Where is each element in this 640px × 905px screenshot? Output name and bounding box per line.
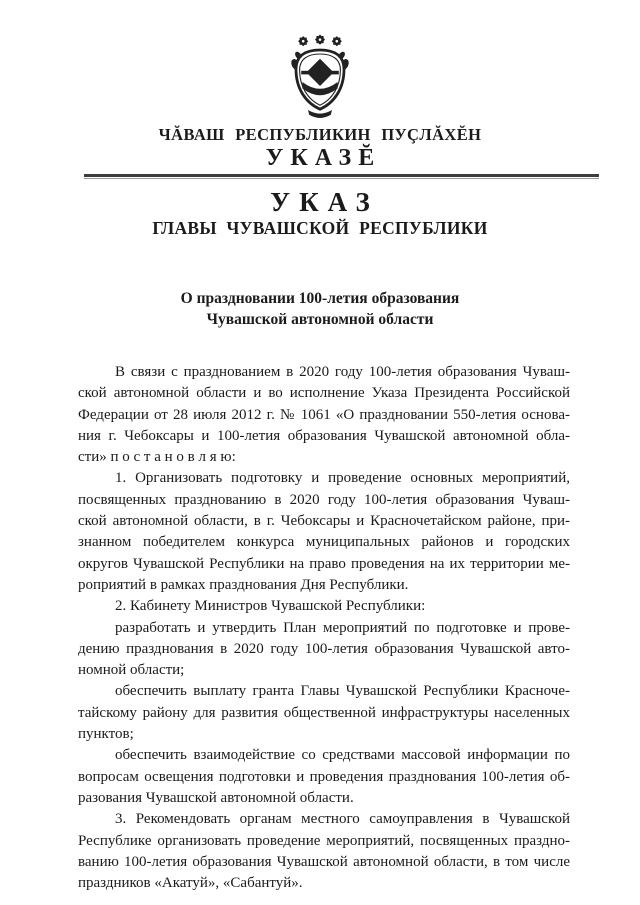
body-line: праздников «Акатуй», «Сабантуй».: [78, 875, 303, 892]
body-line: тайскому району для развития общественной инфраструктуры населенных: [78, 704, 570, 721]
subject-line-1: О праздновании 100-летия образования: [180, 290, 460, 307]
body-line: 1. Организовать подготовку и проведение основных мероприятий,: [115, 470, 570, 487]
body-line: обеспечить взаимодействие со средствами массовой информации по: [115, 747, 570, 764]
paragraph: [78, 596, 570, 617]
body-line: вопросам освещения подготовки и проведения празднования 100-летия об-: [78, 768, 570, 785]
body-line: Республике организовать проведение мероприятий, посвященных праздно-: [78, 832, 570, 849]
body-line: ванию 100-летия образования Чувашской автономной области, в том числе: [78, 853, 570, 870]
paragraph: [78, 809, 570, 894]
body-line: разования Чувашской автономной области.: [78, 789, 354, 806]
paragraph: [78, 468, 570, 596]
body-line: знанном победителем конкурса муниципальных районов и городских: [78, 534, 570, 551]
paragraph: [78, 618, 570, 682]
paragraph: [78, 362, 570, 468]
coat-of-arms-icon: [280, 34, 360, 122]
body-line: ния г. Чебоксары и 100-летия образования Чувашской автономной обла-: [78, 427, 570, 444]
body-line: округов Чувашской Республики на право проведения на их территории ме-: [78, 555, 570, 572]
body-line: В связи с празднованием в 2020 году 100-летия образования Чуваш-: [115, 364, 570, 380]
body-line: номной области;: [78, 662, 185, 679]
body-line: дению празднования в 2020 году 100-летия образования Чувашской авто-: [78, 640, 570, 657]
body-line: обеспечить выплату гранта Главы Чувашской Республики Красноче-: [115, 683, 570, 700]
header-russian-decree-word: УКАЗ: [270, 187, 379, 217]
body-line: ской автономной области, в г. Чебоксары и Красночетайском районе, при-: [78, 513, 570, 530]
paragraph: [78, 681, 570, 745]
body-line: разработать и утвердить План мероприятий по подготовке и прове-: [115, 619, 570, 636]
body-line: 3. Рекомендовать органам местного самоуправления в Чувашской: [115, 811, 570, 828]
body-line: сти» п о с т а н о в л я ю:: [78, 449, 236, 466]
paragraph: [78, 745, 570, 809]
header-chuvash-title: ЧĂВАШ РЕСПУБЛИКИН ПУÇЛĂХĔН: [158, 125, 482, 144]
subject-line-2: Чувашской автономной области: [206, 311, 434, 328]
body-line: Федерации от 28 июля 2012 г. № 1061 «О праздновании 550-летия основа-: [78, 406, 570, 423]
emblem: [0, 0, 640, 120]
header-chuvash-decree-word: УКАЗĔ: [265, 145, 382, 171]
body-line: посвященных празднованию в 2020 году 100-летия образования Чуваш-: [78, 491, 570, 508]
body-line: ской автономной области и во исполнение Указа Президента Российской: [78, 385, 570, 402]
body-line: 2. Кабинету Министров Чувашской Республики:: [115, 598, 426, 615]
body-line: роприятий в рамках празднования Дня Республики.: [78, 576, 409, 593]
header-russian-title: ГЛАВЫ ЧУВАШСКОЙ РЕСПУБЛИКИ: [152, 218, 488, 238]
decree-subject: [0, 288, 640, 330]
header-divider-rule: [84, 174, 599, 179]
document-body: [78, 362, 570, 894]
body-line: пунктов;: [78, 726, 134, 743]
